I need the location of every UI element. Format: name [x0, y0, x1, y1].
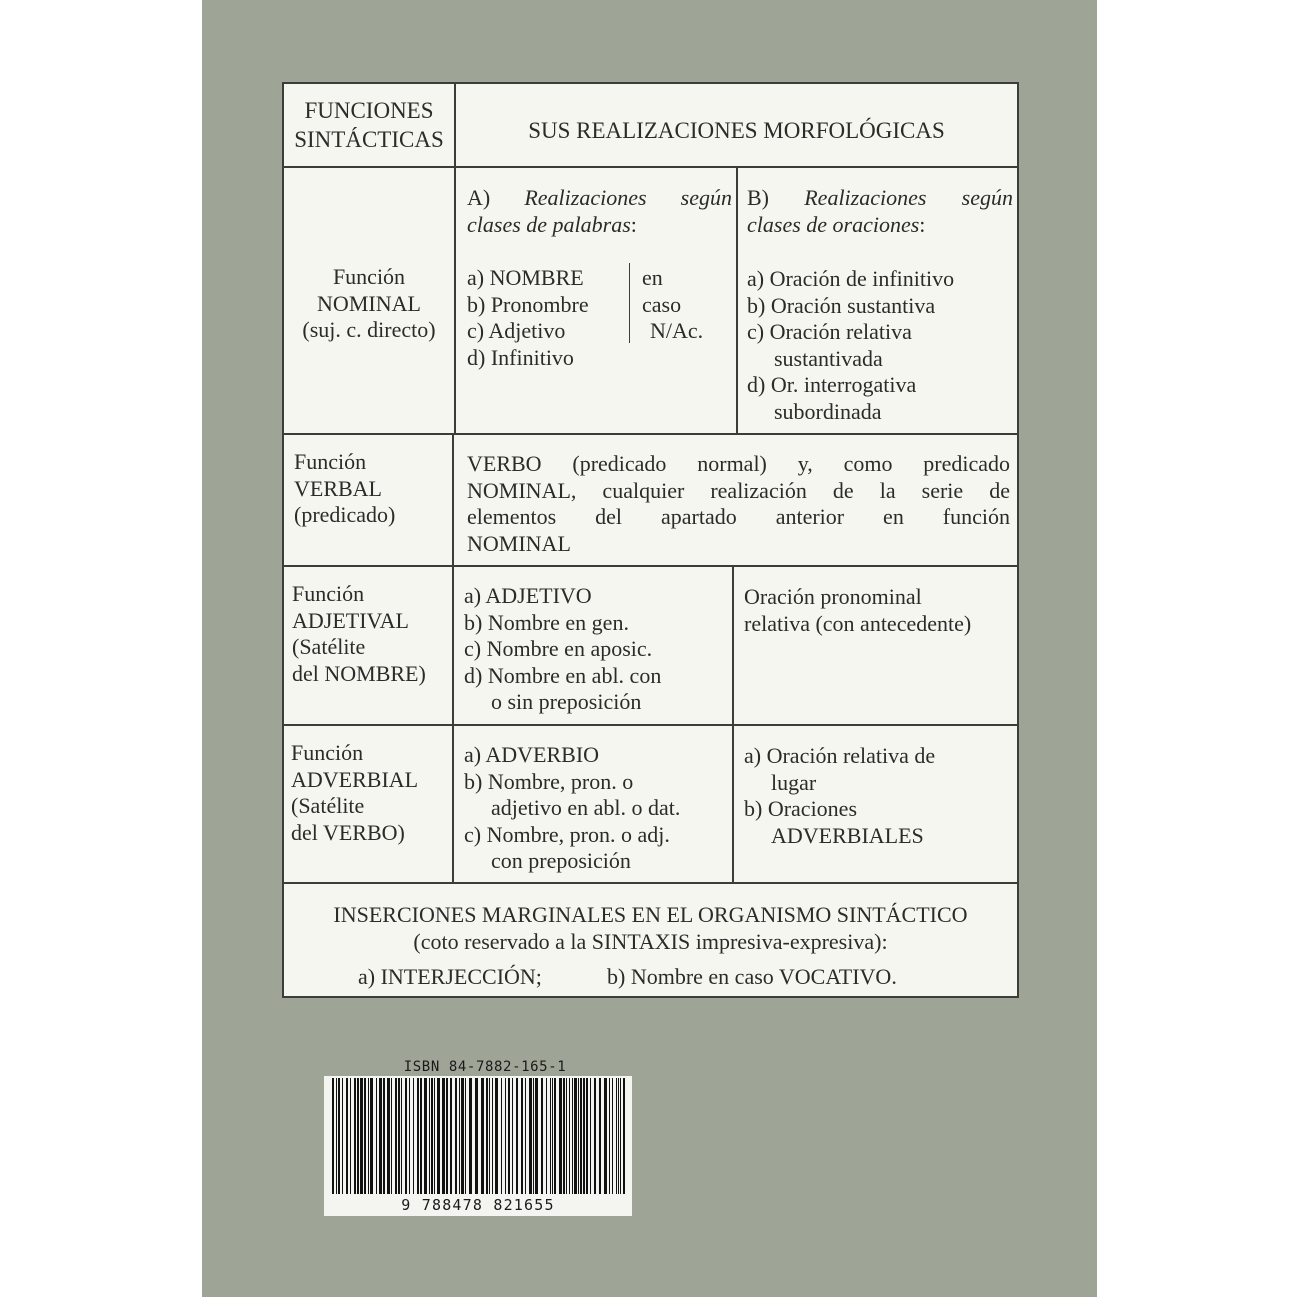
barcode-bar [405, 1078, 407, 1194]
barcode-bar [516, 1078, 518, 1194]
barcode-bar [535, 1078, 538, 1194]
barcode-bar [357, 1078, 359, 1194]
barcode-bar [554, 1078, 556, 1194]
barcode-bar [475, 1078, 478, 1194]
barcode-bar [604, 1078, 607, 1194]
marginal-insertions-title: INSERCIONES MARGINALES EN EL ORGANISMO SINTÁCTICO [333, 902, 968, 927]
barcode-bar [512, 1078, 513, 1194]
barcode-bar [409, 1078, 410, 1194]
function-adverbial: Función ADVERBIAL (Satélite del VERBO) [291, 740, 419, 845]
barcode-bar [505, 1078, 506, 1194]
barcode-bar [442, 1078, 445, 1194]
barcode-bar [612, 1078, 613, 1194]
section-a-title: A) Realizaciones según clases de palabras: [467, 185, 732, 237]
divider [732, 565, 734, 882]
barcode-number: 9 788478 821655 [401, 1196, 555, 1214]
barcode-bar [492, 1078, 493, 1194]
barcode-bar [552, 1078, 553, 1194]
barcode-bar [599, 1078, 601, 1194]
barcode-bar [623, 1078, 625, 1194]
barcode-bar [550, 1078, 551, 1194]
adjetival-word-classes: a) ADJETIVO b) Nombre en gen. c) Nombre en aposic. d) Nombre en abl. con o sin preposición [464, 583, 662, 714]
barcode-bar [346, 1078, 348, 1194]
book-back-cover [202, 0, 1097, 1297]
barcode-bar [417, 1078, 419, 1194]
barcode-bar [413, 1078, 414, 1194]
divider [284, 882, 1017, 884]
barcode-bar [420, 1078, 422, 1194]
barcode-bar [546, 1078, 547, 1194]
barcode-bar [469, 1078, 472, 1194]
barcode-bar [533, 1078, 534, 1194]
syntax-table [282, 82, 1019, 998]
barcode-bar [401, 1078, 402, 1194]
barcode-bar [450, 1078, 452, 1194]
nominal-clause-classes: a) Oración de infinitivo b) Oración sustantiva c) Oración relativa sustantivada d) Or. interrogativa subordinada [747, 266, 955, 424]
barcode-bar [338, 1078, 340, 1194]
barcode-bar [616, 1078, 617, 1194]
barcode-bar [609, 1078, 610, 1194]
barcode-bar [495, 1078, 498, 1194]
barcode-bar [398, 1078, 400, 1194]
isbn-label: ISBN 84-7882-165-1 [403, 1059, 567, 1075]
barcode-bar [455, 1078, 457, 1194]
barcode-bar [590, 1078, 591, 1194]
case-note: en caso N/Ac. [642, 265, 704, 343]
header-realizations: SUS REALIZACIONES MORFOLÓGICAS [528, 118, 945, 143]
barcode-bar [569, 1078, 570, 1194]
nominal-word-classes: a) NOMBRE b) Pronombre c) Adjetivo d) Infinitivo [467, 265, 589, 370]
barcode-bar [379, 1078, 382, 1194]
barcode-bar [434, 1078, 435, 1194]
section-b-title: B) Realizaciones según clases de oraciones: [747, 185, 1013, 237]
barcode-bar [620, 1078, 621, 1194]
barcode-bar [481, 1078, 484, 1194]
adjetival-clause-classes: Oración pronominal relativa (con antecedente) [744, 584, 972, 636]
barcode [324, 1076, 632, 1216]
adverbial-clause-classes: a) Oración relativa de lugar b) Oraciones ADVERBIALES [744, 743, 936, 848]
barcode-bar [586, 1078, 588, 1194]
barcode-bar [336, 1078, 337, 1194]
divider [284, 565, 1017, 567]
barcode-bar [541, 1078, 543, 1194]
barcode-bar [559, 1078, 562, 1194]
barcode-bar [429, 1078, 430, 1194]
barcode-bar [580, 1078, 582, 1194]
divider [284, 433, 1017, 435]
function-nominal: Función NOMINAL (suj. c. directo) [302, 264, 436, 342]
barcode-bar [618, 1078, 619, 1194]
barcode-bar [563, 1078, 565, 1194]
barcode-bar [364, 1078, 366, 1194]
marginal-item-a: a) INTERJECCIÓN; [358, 964, 542, 989]
divider [736, 166, 738, 433]
barcode-bar [360, 1078, 363, 1194]
barcode-bar [424, 1078, 427, 1194]
barcode-bar [583, 1078, 585, 1194]
verbal-realizations: VERBO (predicado normal) y, como predicado NOMINAL, cualquier realización de la serie de elementos del apartado anterior en función NOMINAL [467, 451, 1010, 556]
divider [284, 166, 1017, 168]
barcode-bar [391, 1078, 392, 1194]
barcode-bar [437, 1078, 440, 1194]
barcode-bar [572, 1078, 573, 1194]
barcode-bar [383, 1078, 385, 1194]
divider [452, 433, 454, 882]
barcode-bar [431, 1078, 433, 1194]
barcode-bar [489, 1078, 490, 1194]
barcode-bar [529, 1078, 532, 1194]
barcode-bar [354, 1078, 356, 1194]
barcode-bar [370, 1078, 373, 1194]
barcode-bar [350, 1078, 351, 1194]
barcode-bar [566, 1078, 567, 1194]
barcode-bar [486, 1078, 488, 1194]
barcode-bar [508, 1078, 510, 1194]
barcode-bar [578, 1078, 579, 1194]
function-verbal: Función VERBAL (predicado) [294, 449, 396, 527]
adverbial-word-classes: a) ADVERBIO b) Nombre, pron. o adjetivo en abl. o dat. c) Nombre, pron. o adj. con preposición [464, 742, 681, 873]
divider [284, 724, 1017, 726]
barcode-bar [525, 1078, 526, 1194]
barcode-bar [594, 1078, 596, 1194]
barcode-bar [376, 1078, 377, 1194]
barcode-bar [332, 1078, 334, 1194]
barcode-bar [461, 1078, 464, 1194]
marginal-item-b: b) Nombre en caso VOCATIVO. [607, 964, 897, 989]
divider [629, 263, 630, 343]
barcode-bar [521, 1078, 523, 1194]
barcode-bar [342, 1078, 343, 1194]
barcode-bar [465, 1078, 466, 1194]
barcode-bar [501, 1078, 502, 1194]
barcode-bar [574, 1078, 577, 1194]
barcode-bar [368, 1078, 369, 1194]
header-functions: FUNCIONES SINTÁCTICAS [294, 98, 444, 152]
barcode-bar [387, 1078, 390, 1194]
barcode-bar [459, 1078, 460, 1194]
function-adjetival: Función ADJETIVAL (Satélite del NOMBRE) [292, 581, 426, 686]
marginal-insertions-note: (coto reservado a la SINTAXIS impresiva-expresiva): [413, 929, 888, 954]
barcode-bar [446, 1078, 448, 1194]
barcode-bar [395, 1078, 397, 1194]
